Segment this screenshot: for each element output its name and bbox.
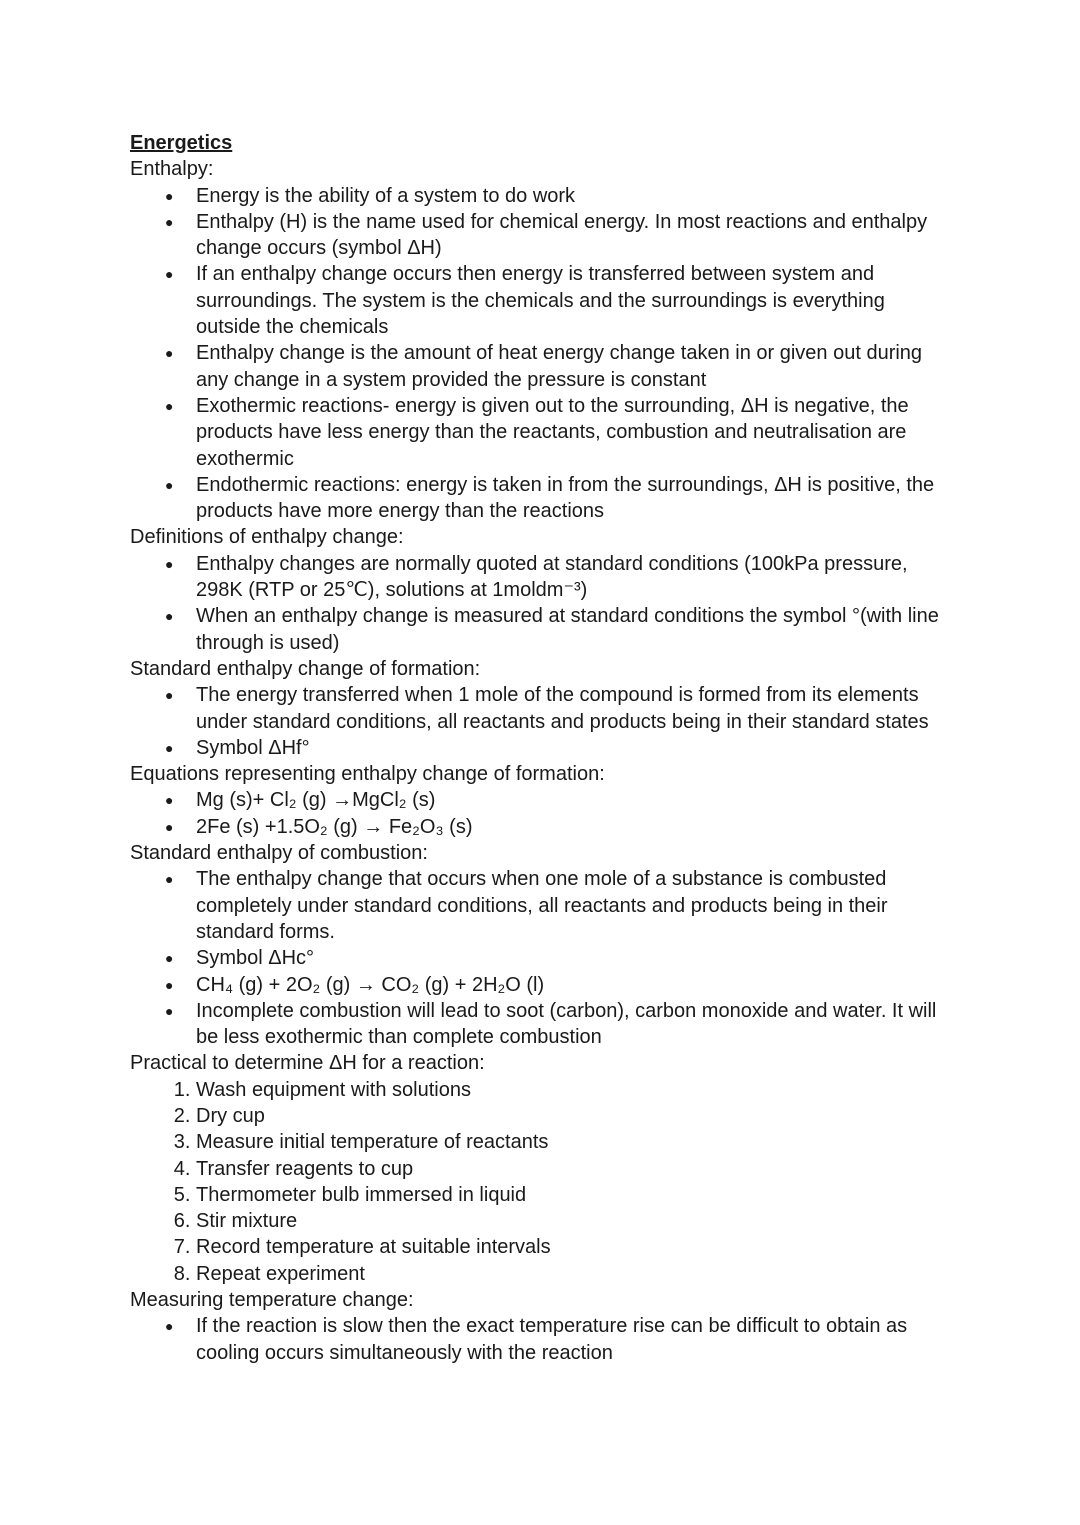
section-heading: Enthalpy: [130, 158, 214, 181]
section-heading: Definitions of enthalpy change: [130, 526, 404, 549]
list-item: ● The energy transferred when 1 mole of the compound is formed from its elements under standard conditions, all reactants and products being in their standard states [196, 682, 950, 735]
section-heading: Standard enthalpy change of formation: [130, 657, 481, 680]
list-item: ● Enthalpy (H) is the name used for chemical energy. In most reactions and enthalpy change occurs (symbol ΔH) [196, 209, 950, 262]
bullet-list [130, 866, 950, 1050]
list-item: ● Exothermic reactions- energy is given out to the surrounding, ΔH is negative, the products have less energy than the reactants, combustion and neutralisation are exothermic [196, 393, 950, 472]
sections-container [130, 156, 950, 1366]
list-item: ● Energy is the ability of a system to do work [196, 183, 950, 209]
list-item: ● Symbol ΔHc° [196, 945, 950, 971]
list-item: 7. Record temperature at suitable intervals [196, 1234, 950, 1260]
bullet-list [130, 682, 950, 761]
list-item: ● If an enthalpy change occurs then energy is transferred between system and surroundings. The system is the chemicals and the surroundings is everything outside the chemicals [196, 261, 950, 340]
list-item: ● Enthalpy changes are normally quoted at standard conditions (100kPa pressure, 298K (RTP or 25℃), solutions at 1moldm⁻³) [196, 551, 950, 604]
bullet-list [130, 787, 950, 840]
document-title: Energetics [130, 132, 233, 154]
list-item: ● The enthalpy change that occurs when one mole of a substance is combusted completely under standard conditions, all reactants and products being in their standard forms. [196, 866, 950, 945]
bullet-list [130, 551, 950, 656]
section-heading: Practical to determine ΔH for a reaction: [130, 1052, 485, 1075]
list-item: ● Symbol ΔHf° [196, 735, 950, 761]
section-heading: Standard enthalpy of combustion: [130, 842, 428, 865]
list-item: ● CH₄ (g) + 2O₂ (g) → CO₂ (g) + 2H₂O (l) [196, 972, 950, 998]
section-heading: Measuring temperature change: [130, 1289, 414, 1312]
bullet-list [130, 183, 950, 525]
list-item: ● When an enthalpy change is measured at standard conditions the symbol °(with line through is used) [196, 603, 950, 656]
list-item: 2. Dry cup [196, 1103, 950, 1129]
list-item: 6. Stir mixture [196, 1208, 950, 1234]
list-item: ● If the reaction is slow then the exact temperature rise can be difficult to obtain as cooling occurs simultaneously with the reaction [196, 1313, 950, 1366]
list-item: 3. Measure initial temperature of reactants [196, 1129, 950, 1155]
list-item: ● Mg (s)+ Cl₂ (g) →MgCl₂ (s) [196, 787, 950, 813]
list-item: ● 2Fe (s) +1.5O₂ (g) → Fe₂O₃ (s) [196, 814, 950, 840]
list-item: 8. Repeat experiment [196, 1261, 950, 1287]
list-item: ● Endothermic reactions: energy is taken in from the surroundings, ΔH is positive, the products have more energy than the reactions [196, 472, 950, 525]
list-item: ● Enthalpy change is the amount of heat energy change taken in or given out during any change in a system provided the pressure is constant [196, 340, 950, 393]
numbered-list [130, 1077, 950, 1287]
bullet-list [130, 1313, 950, 1366]
list-item: ● Incomplete combustion will lead to soot (carbon), carbon monoxide and water. It will be less exothermic than complete combustion [196, 998, 950, 1051]
list-item: 4. Transfer reagents to cup [196, 1156, 950, 1182]
document-body [130, 130, 950, 1366]
list-item: 1. Wash equipment with solutions [196, 1077, 950, 1103]
list-item: 5. Thermometer bulb immersed in liquid [196, 1182, 950, 1208]
section-heading: Equations representing enthalpy change of formation: [130, 763, 605, 786]
